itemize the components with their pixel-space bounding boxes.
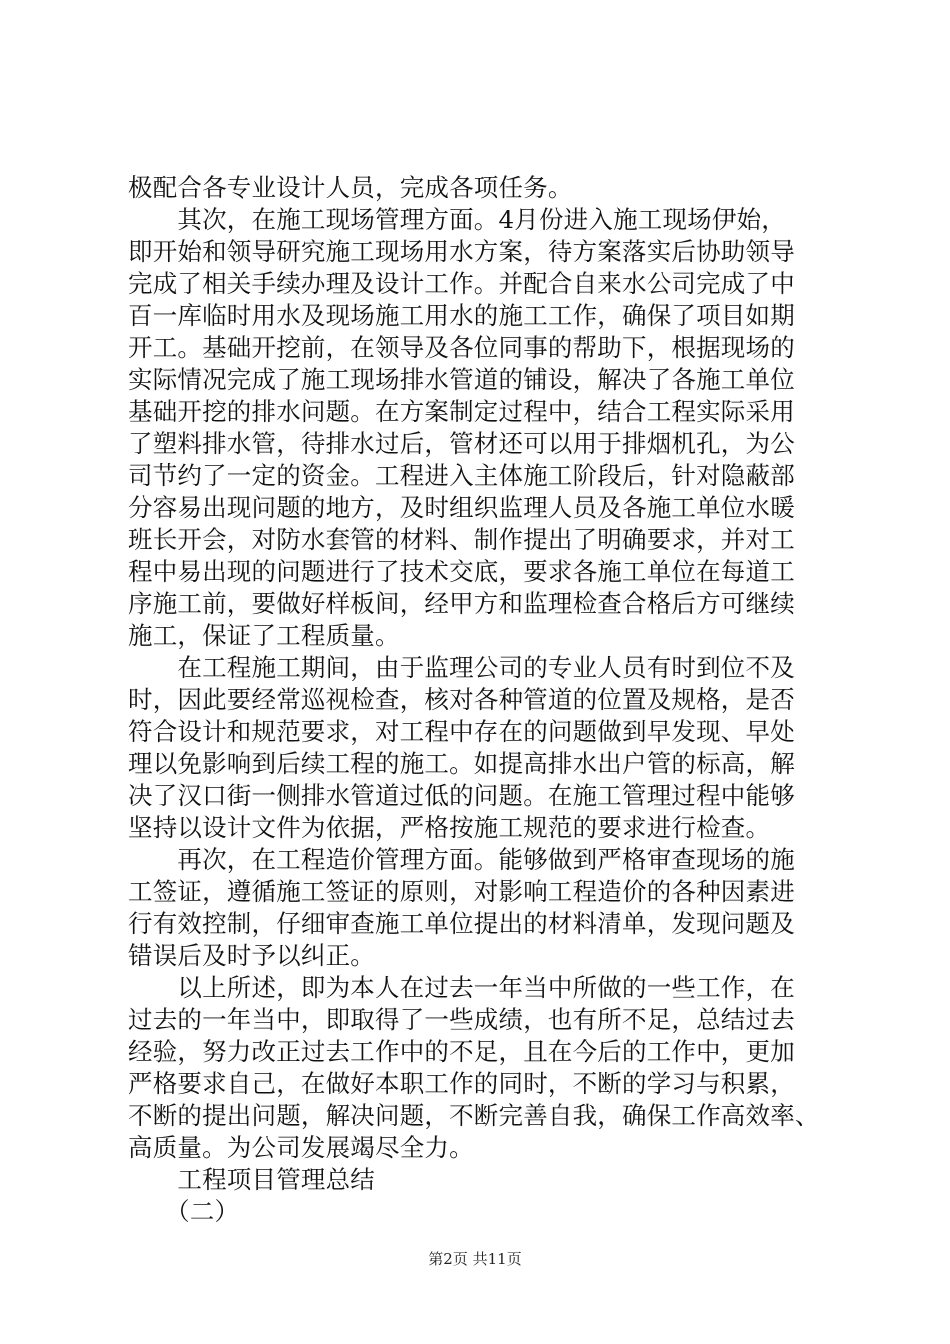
body-line: 理以免影响到后续工程的施工。如提高排水出户管的标高，解 [128,749,795,778]
body-line: 时，因此要经常巡视检查，核对各种管道的位置及规格，是否 [128,685,795,714]
body-line: 开工。基础开挖前，在领导及各位同事的帮助下，根据现场的 [128,333,795,362]
body-line: 司节约了一定的资金。工程进入主体施工阶段后，针对隐蔽部 [128,461,795,490]
body-line: 坚持以设计文件为依据，严格按施工规范的要求进行检查。 [128,813,771,842]
body-line: 基础开挖的排水问题。在方案制定过程中，结合工程实际采用 [128,397,795,426]
body-line: 了塑料排水管，待排水过后，管材还可以用于排烟机孔，为公 [128,429,795,458]
body-line: 序施工前，要做好样板间，经甲方和监理检查合格后方可继续 [128,589,795,618]
body-line: 在工程施工期间，由于监理公司的专业人员有时到位不及 [128,653,795,682]
body-line: 经验，努力改正过去工作中的不足，且在今后的工作中，更加 [128,1037,795,1066]
body-line: 高质量。为公司发展竭尽全力。 [128,1133,474,1162]
body-line: 即开始和领导研究施工现场用水方案，待方案落实后协助领导 [128,237,795,266]
body-line: 百一库临时用水及现场施工用水的施工工作，确保了项目如期 [128,301,795,330]
body-line: 以上所述，即为本人在过去一年当中所做的一些工作，在 [128,973,795,1002]
page-number-footer: 第2页 共11页 [428,1250,522,1268]
body-line: 极配合各专业设计人员，完成各项任务。 [128,173,573,202]
body-line: 实际情况完成了施工现场排水管道的铺设，解决了各施工单位 [128,365,795,394]
section-title: 工程项目管理总结 [128,1165,375,1194]
body-line: 完成了相关手续办理及设计工作。并配合自来水公司完成了中 [128,269,795,298]
body-line: 其次，在施工现场管理方面。4月份进入施工现场伊始， [128,205,786,234]
body-line: 过去的一年当中，即取得了一些成绩，也有所不足，总结过去 [128,1005,795,1034]
body-line: 再次，在工程造价管理方面。能够做到严格审查现场的施 [128,845,795,874]
body-line: 不断的提出问题，解决问题，不断完善自我，确保工作高效率、 [128,1101,820,1130]
body-line: 分容易出现问题的地方，及时组织监理人员及各施工单位水暖 [128,493,795,522]
body-line: 施工，保证了工程质量。 [128,621,400,650]
body-line: 行有效控制，仔细审查施工单位提出的材料清单，发现问题及 [128,909,795,938]
body-line: 班长开会，对防水套管的材料、制作提出了明确要求，并对工 [128,525,795,554]
body-line: 程中易出现的问题进行了技术交底，要求各施工单位在每道工 [128,557,795,586]
body-line: 工签证，遵循施工签证的原则，对影响工程造价的各种因素进 [128,877,795,906]
section-number: （二） [128,1197,240,1226]
body-line: 错误后及时予以纠正。 [128,941,375,970]
body-line: 严格要求自己，在做好本职工作的同时，不断的学习与积累， [128,1069,795,1098]
body-line: 决了汉口街一侧排水管道过低的问题。在施工管理过程中能够 [128,781,795,810]
body-line: 符合设计和规范要求，对工程中存在的问题做到早发现、早处 [128,717,795,746]
